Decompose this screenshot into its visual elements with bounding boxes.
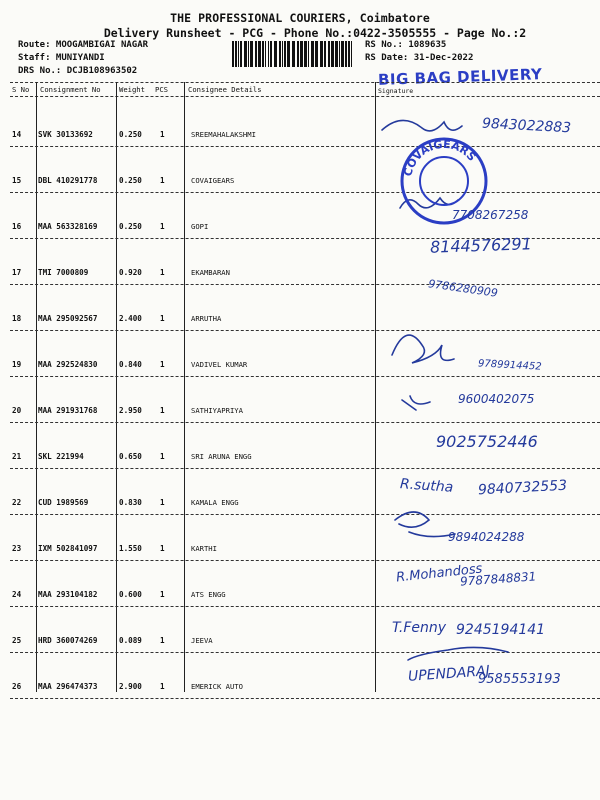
row-weight: 0.600 bbox=[119, 590, 142, 599]
row-sno: 15 bbox=[12, 176, 22, 185]
row-consignment-no: HRD 360074269 bbox=[38, 636, 98, 645]
row-consignee: JEEVA bbox=[191, 636, 213, 645]
row-consignee: GOPI bbox=[191, 222, 209, 231]
row-consignee: SREEMAHALAKSHMI bbox=[191, 130, 256, 139]
handwritten-phone: 9894024288 bbox=[448, 530, 525, 544]
row-weight: 0.650 bbox=[119, 452, 142, 461]
row-consignee: COVAIGEARS bbox=[191, 176, 235, 185]
handwritten-signature: R.Mohandoss bbox=[395, 561, 484, 586]
handwritten-phone: 7708267258 bbox=[452, 208, 529, 222]
row-consignee: SRI ARUNA ENGG bbox=[191, 452, 252, 461]
row-weight: 0.250 bbox=[119, 130, 142, 139]
table-row bbox=[0, 636, 600, 656]
big-bag-delivery-stamp: BIG BAG DELIVERY bbox=[377, 65, 543, 89]
handwritten-phone: 8144576291 bbox=[429, 234, 533, 257]
handwritten-phone: 9840732553 bbox=[477, 477, 568, 499]
row-consignment-no: MAA 293104182 bbox=[38, 590, 98, 599]
row-separator bbox=[10, 146, 600, 147]
handwritten-phone: 9585553193 bbox=[478, 672, 561, 687]
row-weight: 2.900 bbox=[119, 682, 142, 691]
row-consignee: EMERICK AUTO bbox=[191, 682, 243, 691]
col-header-consignee: Consignee Details bbox=[188, 85, 262, 94]
row-pcs: 1 bbox=[160, 682, 165, 691]
row-pcs: 1 bbox=[160, 176, 165, 185]
col-header-signature: Signature bbox=[378, 87, 414, 95]
row-pcs: 1 bbox=[160, 544, 165, 553]
row-weight: 1.550 bbox=[119, 544, 142, 553]
staff-label: Staff: MUNIYANDI bbox=[18, 53, 105, 63]
row-weight: 2.400 bbox=[119, 314, 142, 323]
row-sno: 20 bbox=[12, 406, 22, 415]
row-separator bbox=[10, 284, 600, 285]
barcode bbox=[232, 41, 356, 67]
row-consignment-no: SKL 221994 bbox=[38, 452, 84, 461]
table-row bbox=[0, 314, 600, 334]
table-row bbox=[0, 498, 600, 518]
row-pcs: 1 bbox=[160, 636, 165, 645]
row-sno: 22 bbox=[12, 498, 22, 507]
row-consignment-no: SVK 30133692 bbox=[38, 130, 93, 139]
row-consignment-no: MAA 292524830 bbox=[38, 360, 98, 369]
row-consignment-no: MAA 291931768 bbox=[38, 406, 98, 415]
row-sno: 21 bbox=[12, 452, 22, 461]
row-sno: 19 bbox=[12, 360, 22, 369]
row-sno: 24 bbox=[12, 590, 22, 599]
row-separator bbox=[10, 330, 600, 331]
row-weight: 0.840 bbox=[119, 360, 142, 369]
row-consignment-no: MAA 295092567 bbox=[38, 314, 98, 323]
row-separator bbox=[10, 514, 600, 515]
row-pcs: 1 bbox=[160, 360, 165, 369]
runsheet-subtitle: Delivery Runsheet - PCG - Phone No.:0422-3505555 - Page No.:2 bbox=[103, 26, 527, 40]
handwritten-phone: 9786280909 bbox=[427, 277, 499, 300]
handwritten-phone: 9789914452 bbox=[477, 358, 542, 373]
row-weight: 0.250 bbox=[119, 176, 142, 185]
handwritten-phone: 9600402075 bbox=[458, 392, 535, 406]
rs-date: RS Date: 31-Dec-2022 bbox=[365, 53, 474, 63]
row-sno: 26 bbox=[12, 682, 22, 691]
row-consignment-no: MAA 563328169 bbox=[38, 222, 98, 231]
row-separator bbox=[10, 192, 600, 193]
row-pcs: 1 bbox=[160, 268, 165, 277]
row-separator bbox=[10, 376, 600, 377]
table-row bbox=[0, 452, 600, 472]
row-consignment-no: IXM 502841097 bbox=[38, 544, 98, 553]
row-sno: 25 bbox=[12, 636, 22, 645]
row-weight: 0.920 bbox=[119, 268, 142, 277]
row-consignee: KARTHI bbox=[191, 544, 217, 553]
handwritten-signature: R.sutha bbox=[399, 476, 454, 496]
handwritten-phone: 9843022883 bbox=[481, 115, 572, 137]
table-row bbox=[0, 544, 600, 564]
row-consignee: SATHIYAPRIYA bbox=[191, 406, 243, 415]
row-consignment-no: CUD 1989569 bbox=[38, 498, 89, 507]
handwritten-signature: T.Fenny bbox=[392, 620, 447, 636]
row-consignment-no: DBL 410291778 bbox=[38, 176, 98, 185]
company-title: THE PROFESSIONAL COURIERS, Coimbatore bbox=[170, 11, 430, 25]
row-consignee: EKAMBARAN bbox=[191, 268, 230, 277]
row-sno: 23 bbox=[12, 544, 22, 553]
row-consignment-no: TMI 7000809 bbox=[38, 268, 89, 277]
row-separator bbox=[10, 468, 600, 469]
row-pcs: 1 bbox=[160, 452, 165, 461]
row-pcs: 1 bbox=[160, 314, 165, 323]
table-row bbox=[0, 268, 600, 288]
drs-number: DRS No.: DCJB108963502 bbox=[18, 66, 138, 76]
rs-number: RS No.: 1089635 bbox=[365, 40, 447, 50]
row-pcs: 1 bbox=[160, 222, 165, 231]
row-separator bbox=[10, 560, 600, 561]
row-weight: 0.830 bbox=[119, 498, 142, 507]
header-bottom-rule bbox=[10, 96, 600, 97]
seal-ring-text: COVAIGEARS bbox=[401, 137, 479, 178]
handwritten-phone: 9025752446 bbox=[436, 432, 538, 451]
row-weight: 0.089 bbox=[119, 636, 142, 645]
row-consignment-no: MAA 296474373 bbox=[38, 682, 98, 691]
row-separator bbox=[10, 422, 600, 423]
row-sno: 18 bbox=[12, 314, 22, 323]
row-sno: 14 bbox=[12, 130, 22, 139]
col-header-weight: Weight bbox=[119, 85, 145, 94]
row-sno: 16 bbox=[12, 222, 22, 231]
row-pcs: 1 bbox=[160, 590, 165, 599]
row-pcs: 1 bbox=[160, 130, 165, 139]
header-top-rule bbox=[10, 82, 600, 83]
col-header-pcs: PCS bbox=[155, 85, 168, 94]
row-separator bbox=[10, 698, 600, 699]
row-pcs: 1 bbox=[160, 498, 165, 507]
row-consignee: ARRUTHA bbox=[191, 314, 222, 323]
row-consignee: VADIVEL KUMAR bbox=[191, 360, 248, 369]
row-pcs: 1 bbox=[160, 406, 165, 415]
row-weight: 2.950 bbox=[119, 406, 142, 415]
handwritten-signature: UPENDARAJ bbox=[407, 663, 491, 685]
row-weight: 0.250 bbox=[119, 222, 142, 231]
row-separator bbox=[10, 606, 600, 607]
row-separator bbox=[10, 652, 600, 653]
row-consignee: ATS ENGG bbox=[191, 590, 226, 599]
row-consignee: KAMALA ENGG bbox=[191, 498, 239, 507]
handwritten-phone: 9245194141 bbox=[456, 622, 546, 638]
col-header-sno: S No bbox=[12, 85, 30, 94]
route-label: Route: MOOGAMBIGAI NAGAR bbox=[18, 40, 149, 50]
row-sno: 17 bbox=[12, 268, 22, 277]
handwritten-phone: 9787848831 bbox=[459, 569, 537, 589]
table-row bbox=[0, 406, 600, 426]
col-header-consignment: Consignment No bbox=[40, 85, 101, 94]
table-row bbox=[0, 590, 600, 610]
table-row bbox=[0, 176, 600, 196]
